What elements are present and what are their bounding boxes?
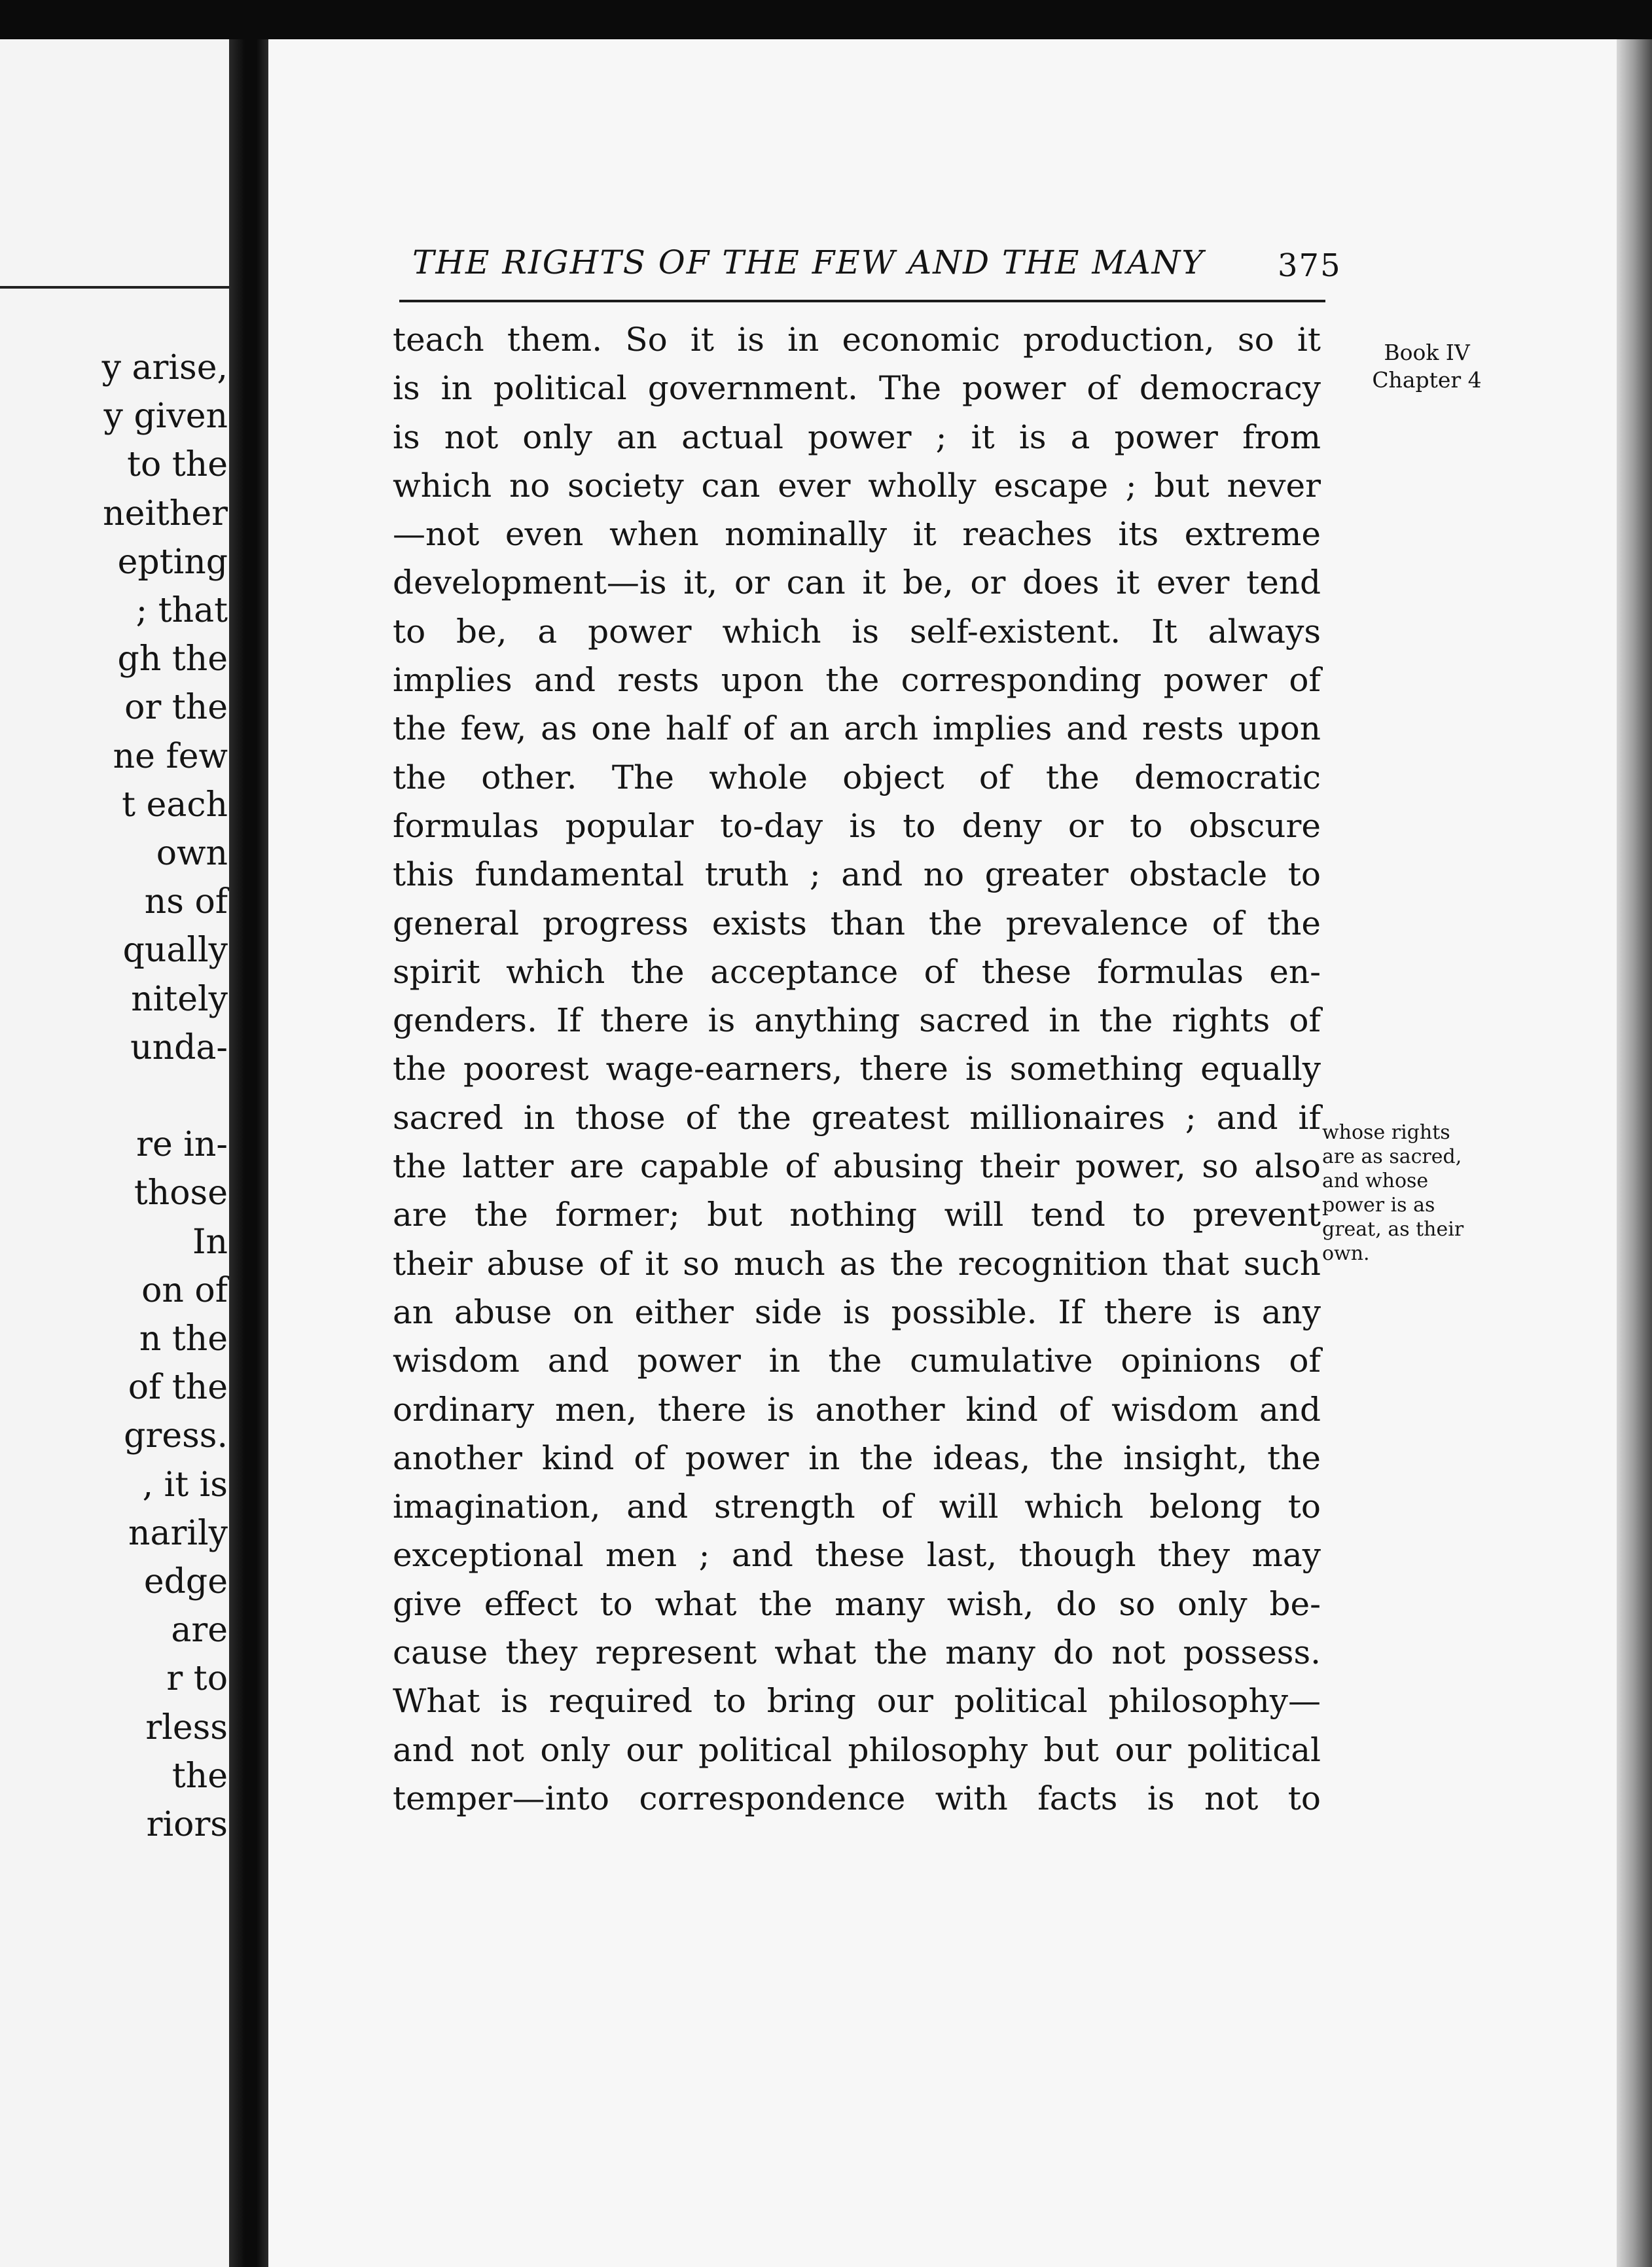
running-head-rule — [399, 300, 1325, 302]
body-line: and not only our political philosophy but our political — [393, 1730, 1321, 1769]
body-line: is in political government. The power of democracy — [393, 369, 1321, 408]
left-page-line: those — [134, 1173, 228, 1213]
body-line: genders. If there is anything sacred in the rights of — [393, 1001, 1321, 1040]
left-page-header-rule — [0, 286, 236, 289]
left-page-line: n the — [139, 1319, 228, 1359]
left-page-line: unda- — [130, 1027, 228, 1067]
marginal-note-line: own. — [1322, 1242, 1370, 1265]
body-line: the latter are capable of abusing their power, so also — [393, 1147, 1321, 1186]
left-page-line: ; that — [135, 591, 228, 631]
left-page-line: re in- — [136, 1125, 228, 1165]
left-page-text-fragments — [5, 344, 228, 1849]
body-line: the other. The whole object of the democratic — [393, 758, 1321, 796]
left-page-line — [5, 1072, 228, 1120]
body-line: another kind of power in the ideas, the insight, the — [393, 1438, 1321, 1477]
left-page-line: the — [171, 1756, 228, 1796]
left-page-line: narily — [128, 1513, 228, 1553]
body-line: is not only an actual power ; it is a power from — [393, 418, 1321, 456]
body-line: implies and rests upon the corresponding power of — [393, 661, 1321, 700]
body-line: wisdom and power in the cumulative opinions of — [393, 1342, 1321, 1380]
body-line: are the former; but nothing will tend to prevent — [393, 1196, 1321, 1234]
left-page-line: y given — [103, 397, 228, 437]
left-page-line: to the — [127, 445, 228, 485]
side-label-book: Book IV — [1384, 340, 1470, 365]
body-line: an abuse on either side is possible. If there is any — [393, 1293, 1321, 1331]
side-label — [1368, 339, 1486, 394]
body-line: which no society can ever wholly escape ; but never — [393, 466, 1321, 505]
marginal-note-line: are as sacred, — [1322, 1145, 1462, 1168]
left-page-line: or the — [124, 688, 228, 728]
body-line: development—is it, or can it be, or does it ever tend — [393, 563, 1321, 602]
running-head-title: THE RIGHTS OF THE FEW AND THE MANY — [412, 243, 1205, 281]
left-page-line: t each — [122, 785, 228, 825]
left-page-line: of the — [128, 1368, 228, 1408]
marginal-note-line: great, as their — [1322, 1218, 1464, 1241]
left-page-line: , it is — [142, 1465, 228, 1505]
body-line: temper—into correspondence with facts is not to — [393, 1779, 1321, 1817]
left-page-line: ns of — [144, 882, 228, 922]
left-page-line: are — [171, 1611, 228, 1651]
body-line: ordinary men, there is another kind of wisdom and — [393, 1390, 1321, 1429]
page-edge-shadow — [1617, 39, 1652, 2267]
running-head — [412, 243, 1342, 296]
left-page-line: own — [156, 834, 228, 874]
body-line: exceptional men ; and these last, though they may — [393, 1536, 1321, 1575]
body-line: general progress exists than the prevalence of the — [393, 904, 1321, 942]
marginal-note-line: power is as — [1322, 1194, 1435, 1217]
left-page-line: edge — [143, 1562, 228, 1602]
left-page-line: y arise, — [101, 348, 228, 387]
body-line: formulas popular to-day is to deny or to obscure — [393, 806, 1321, 845]
left-page-line: nitely — [131, 979, 228, 1019]
marginal-note-line: and whose — [1322, 1169, 1429, 1192]
left-page-line: r to — [166, 1659, 228, 1699]
body-line: give effect to what the many wish, do so only be- — [393, 1584, 1321, 1623]
body-line: spirit which the acceptance of these formulas en- — [393, 952, 1321, 991]
body-line: sacred in those of the greatest millionaires ; and if — [393, 1098, 1321, 1137]
left-page-line: riors — [146, 1805, 228, 1845]
left-page-line: rless — [145, 1707, 228, 1747]
marginal-note-line: whose rights — [1322, 1121, 1450, 1144]
body-line: —not even when nominally it reaches its extreme — [393, 515, 1321, 554]
marginal-note — [1322, 1120, 1499, 1266]
body-line: the poorest wage-earners, there is something equally — [393, 1050, 1321, 1088]
page-number: 375 — [1278, 247, 1342, 284]
body-line: What is required to bring our political philosophy— — [393, 1682, 1321, 1721]
left-page-line: on of — [141, 1270, 228, 1310]
body-line: imagination, and strength of will which belong to — [393, 1488, 1321, 1526]
book-gutter — [229, 39, 268, 2267]
body-text — [393, 315, 1321, 1823]
left-page-line: ne few — [113, 736, 228, 776]
body-line: cause they represent what the many do not possess. — [393, 1633, 1321, 1672]
body-line: this fundamental truth ; and no greater obstacle to — [393, 855, 1321, 894]
left-page-line: gh the — [117, 639, 228, 679]
left-page-line: epting — [117, 542, 228, 582]
body-line: teach them. So it is in economic production, so it — [393, 321, 1321, 359]
side-label-chapter: Chapter 4 — [1372, 367, 1482, 393]
body-line: to be, a power which is self-existent. It always — [393, 612, 1321, 651]
left-page-line: qually — [122, 931, 228, 971]
left-page-line: gress. — [124, 1416, 228, 1456]
left-page-line: neither — [103, 493, 228, 533]
left-page-line: In — [192, 1222, 228, 1262]
left-page — [0, 39, 236, 2267]
body-line: the few, as one half of an arch implies and rests upon — [393, 709, 1321, 748]
body-line: their abuse of it so much as the recognition that such — [393, 1244, 1321, 1283]
